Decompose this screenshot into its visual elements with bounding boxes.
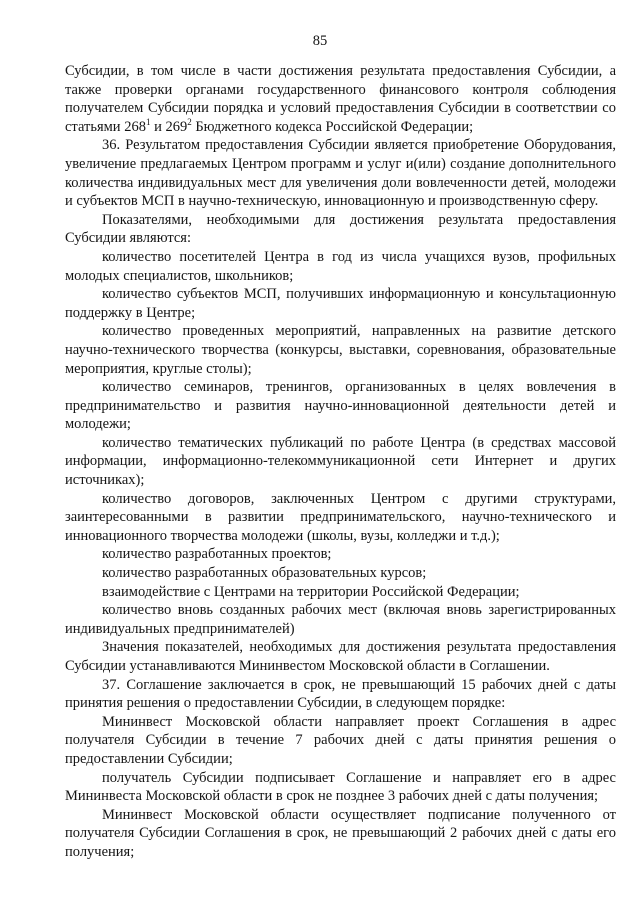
paragraph-indicator-values: Значения показателей, необходимых для достижения результата предоставления Субсидии устанавливаются Мининвестом Московской области в Соглашении. [65, 639, 616, 674]
superscript: 1 [145, 116, 151, 127]
document-body [65, 62, 616, 862]
indicator-item: количество договоров, заключенных Центром с другими структурами, заинтересованными в развитии предпринимательского, научно-технического и инновационного творчества молодежи (школы, вузы, колледжи и т.д.); [65, 490, 616, 544]
paragraph-continuation [65, 62, 616, 136]
indicator-item: количество посетителей Центра в год из числа учащихся вузов, профильных молодых специалистов, школьников; [65, 248, 616, 284]
paragraph-text: Бюджетного кодекса Российской Федерации; [191, 118, 474, 135]
indicator-item: количество семинаров, тренингов, организованных в целях вовлечения в предпринимательство и развития научно-инновационной деятельности детей и молодежи; [65, 379, 616, 433]
page-number: 85 [312, 33, 328, 49]
superscript: 2 [187, 116, 192, 127]
paragraph-36: 36. Результатом предоставления Субсидии является приобретение Оборудования, увеличение предлагаемых Центром программ и услуг и(или) создание дополнительного количества индивидуальных мест для увеличения доли вовлеченности детей, молодежи и субъектов МСП в научно-техническую, инновационную и производственную сферу. [65, 137, 616, 210]
procedure-step: Мининвест Московской области осуществляет подписание полученного от получателя Субсидии Соглашения в срок, не превышающий 2 рабочих дней с даты его получения; [65, 806, 616, 860]
indicator-item: количество разработанных проектов; [102, 546, 332, 563]
indicator-item: взаимодействие с Центрами на территории Российской Федерации; [102, 583, 520, 600]
paragraph-37: 37. Соглашение заключается в срок, не превышающий 15 рабочих дней с даты принятия решения о предоставлении Субсидии, в следующем порядке: [65, 676, 616, 712]
paragraph-text: и 269 [150, 118, 188, 135]
indicator-item: количество проведенных мероприятий, направленных на развитие детского научно-технического творчества (конкурсы, выставки, соревнования, образовательные мероприятия, круглые столы); [65, 323, 616, 377]
indicator-item: количество вновь созданных рабочих мест (включая вновь зарегистрированных индивидуальных предпринимателей) [65, 602, 616, 637]
paragraph-indicators-intro: Показателями, необходимыми для достижения результата предоставления Субсидии являются: [65, 211, 616, 247]
indicator-item: количество разработанных образовательных курсов; [102, 565, 427, 582]
indicator-item: количество тематических публикаций по работе Центра (в средствах массовой информации, информационно-телекоммуникационной сети Интернет и других источниках); [65, 434, 616, 489]
indicator-item: количество субъектов МСП, получивших информационную и консультационную поддержку в Центре; [65, 286, 616, 321]
paragraph-text: Субсидии, в том числе в части достижения результата предоставления Субсидии, а также проверки органами государственного финансового контроля соблюдения получателем Субсидии порядка и условий предоставления Субсидии в соответствии со статьями 268 [65, 63, 616, 135]
procedure-step: Мининвест Московской области направляет проект Соглашения в адрес получателя Субсидии в течение 7 рабочих дней с даты принятия решения о предоставлении Субсидии; [65, 713, 616, 767]
procedure-step: получатель Субсидии подписывает Соглашение и направляет его в адрес Мининвеста Московской области в срок не позднее 3 рабочих дней с даты получения; [65, 769, 616, 805]
